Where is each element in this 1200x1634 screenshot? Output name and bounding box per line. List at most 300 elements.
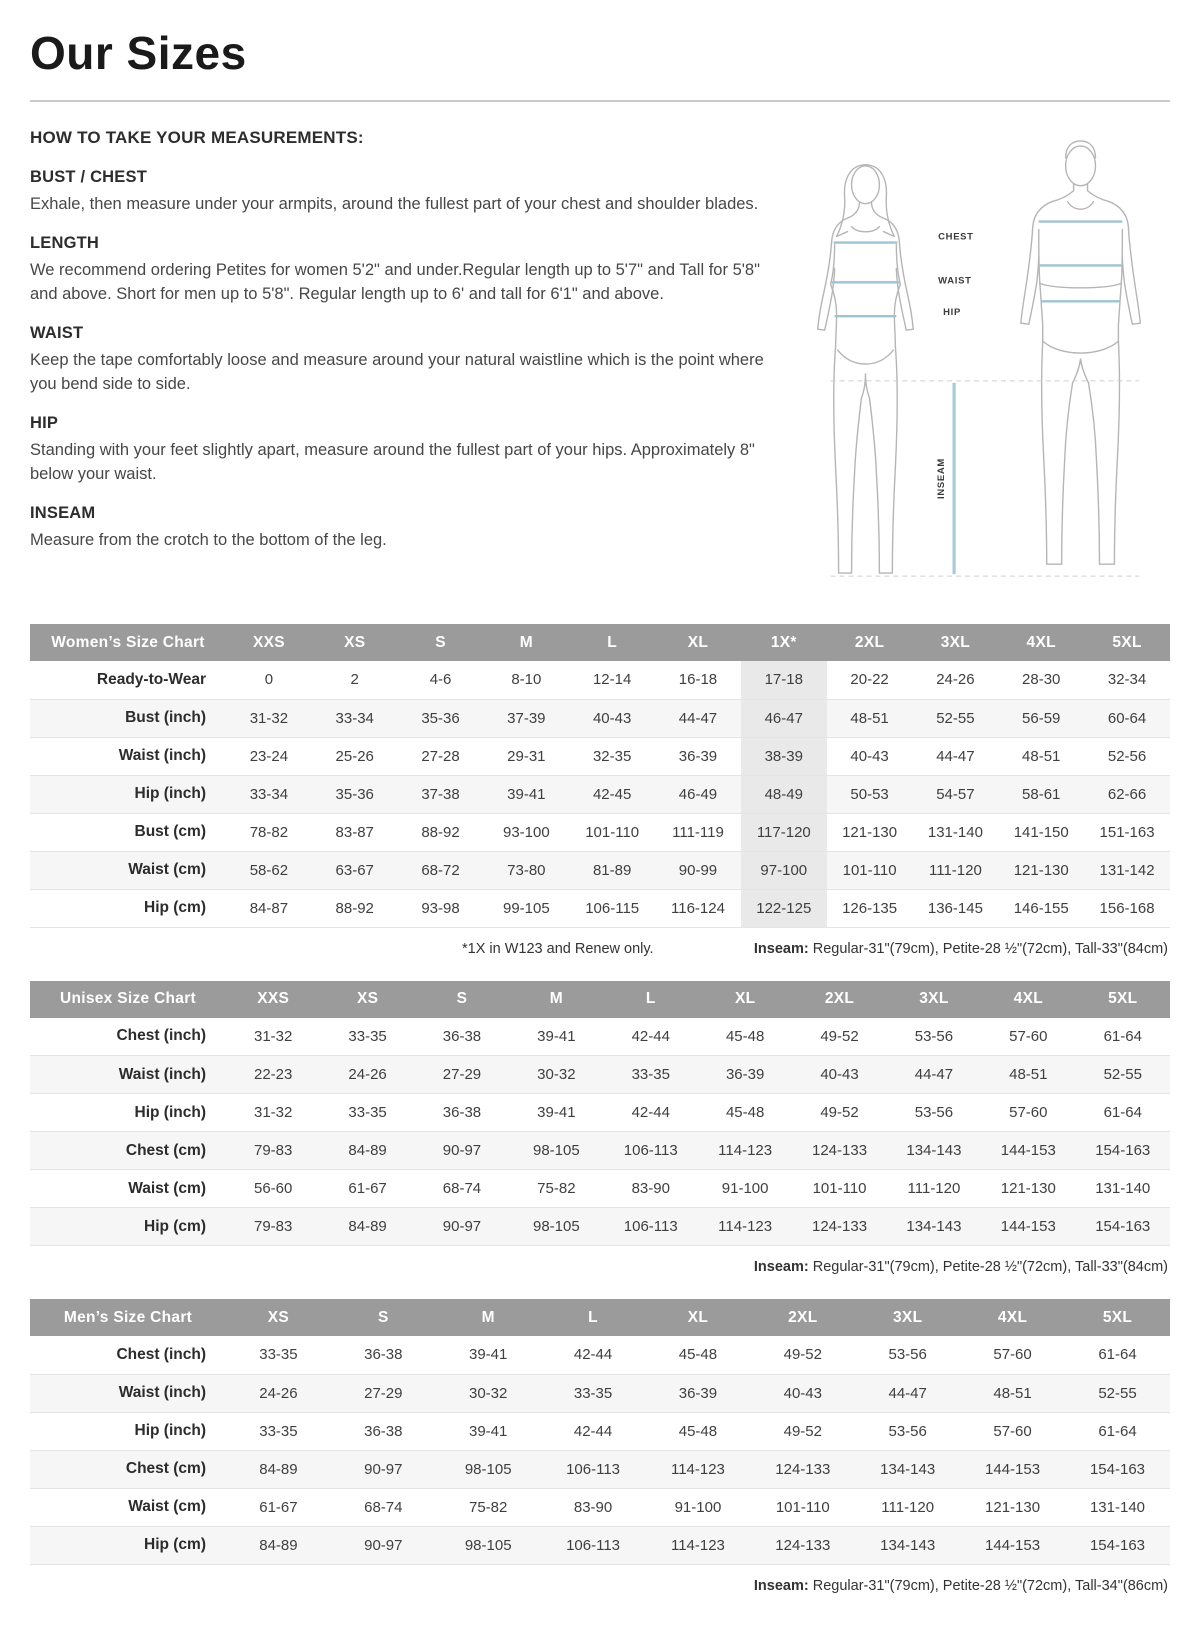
inseam-note-label: Inseam:: [753, 1577, 809, 1594]
column-header: XXS: [226, 624, 312, 661]
cell: 63-67: [312, 851, 398, 889]
cell: 83-87: [312, 813, 398, 851]
column-header: 4XL: [960, 1299, 1065, 1336]
table-row: [30, 737, 1170, 775]
cell: 154-163: [1076, 1208, 1170, 1246]
table-row: [30, 1132, 1170, 1170]
cell: 60-64: [1084, 699, 1170, 737]
cell: 36-39: [698, 1056, 792, 1094]
footnote-1x: *1X in W123 and Renew only.: [462, 940, 654, 957]
table-row: [30, 1094, 1170, 1132]
cell: 16-18: [655, 661, 741, 699]
cell: 131-140: [1076, 1170, 1170, 1208]
row-label: Chest (cm): [30, 1450, 226, 1488]
inseam-note-text: Regular-31"(79cm), Petite-28 ½"(72cm), Tall-33"(84cm): [808, 940, 1168, 957]
row-label: Hip (cm): [30, 1208, 226, 1246]
column-header: XS: [312, 624, 398, 661]
column-header: 4XL: [981, 981, 1075, 1018]
waist-label: WAIST: [938, 275, 972, 287]
mens-size-chart-title: Men’s Size Chart: [30, 1299, 226, 1336]
cell: 24-26: [226, 1374, 331, 1412]
cell: 98-105: [509, 1208, 603, 1246]
section-body: We recommend ordering Petites for women 5'2" and under.Regular length up to 5'7" and Tall for 5'8" and above. Short for men up to 5'8". Regular length up to 6' and tall for 6'1" and above.: [30, 261, 760, 303]
column-header: XXS: [226, 981, 320, 1018]
cell: 114-123: [646, 1450, 751, 1488]
section-title: HIP: [30, 414, 59, 433]
cell: 53-56: [887, 1018, 981, 1056]
womens-inseam-note: [754, 941, 1168, 957]
cell: 49-52: [750, 1412, 855, 1450]
cell: 42-44: [604, 1094, 698, 1132]
column-header: S: [415, 981, 509, 1018]
cell: 88-92: [312, 889, 398, 927]
section-waist: [30, 324, 778, 396]
cell: 106-113: [541, 1526, 646, 1564]
column-header: 4XL: [998, 624, 1084, 661]
section-title: INSEAM: [30, 503, 96, 522]
cell: 0: [226, 661, 312, 699]
cell: 57-60: [960, 1412, 1065, 1450]
row-label: Hip (cm): [30, 889, 226, 927]
cell: 53-56: [855, 1412, 960, 1450]
row-label: Chest (cm): [30, 1132, 226, 1170]
cell: 48-51: [827, 699, 913, 737]
column-header: 1X*: [741, 624, 827, 661]
cell: 46-47: [741, 699, 827, 737]
header-row: [30, 1299, 1170, 1336]
column-header: 2XL: [792, 981, 886, 1018]
section-bust-chest: [30, 168, 778, 216]
cell: 79-83: [226, 1132, 320, 1170]
unisex-size-chart-section: [30, 981, 1170, 1247]
cell: 49-52: [750, 1336, 855, 1374]
cell: 68-74: [415, 1170, 509, 1208]
cell: 33-34: [312, 699, 398, 737]
womens-notes: [32, 941, 1168, 957]
cell: 53-56: [887, 1094, 981, 1132]
cell: 32-35: [569, 737, 655, 775]
mens-notes: [32, 1578, 1168, 1594]
cell: 61-64: [1076, 1094, 1170, 1132]
column-header: XS: [226, 1299, 331, 1336]
column-header: S: [398, 624, 484, 661]
row-label: Waist (cm): [30, 1488, 226, 1526]
cell: 98-105: [436, 1450, 541, 1488]
cell: 124-133: [792, 1132, 886, 1170]
cell: 40-43: [792, 1056, 886, 1094]
cell: 101-110: [569, 813, 655, 851]
column-header: XL: [646, 1299, 751, 1336]
table-row: [30, 661, 1170, 699]
section-inseam: [30, 504, 778, 552]
table-row: [30, 813, 1170, 851]
cell: 45-48: [646, 1336, 751, 1374]
row-label: Waist (cm): [30, 1170, 226, 1208]
cell: 131-140: [913, 813, 999, 851]
chest-label: CHEST: [938, 231, 974, 243]
cell: 114-123: [698, 1208, 792, 1246]
cell: 75-82: [509, 1170, 603, 1208]
cell: 61-64: [1065, 1412, 1170, 1450]
header-row: [30, 981, 1170, 1018]
cell: 49-52: [792, 1094, 886, 1132]
cell: 33-35: [226, 1336, 331, 1374]
table-row: [30, 1208, 1170, 1246]
cell: 61-67: [226, 1488, 331, 1526]
cell: 106-113: [541, 1450, 646, 1488]
cell: 38-39: [741, 737, 827, 775]
cell: 48-51: [998, 737, 1084, 775]
column-header: L: [569, 624, 655, 661]
column-header: 3XL: [855, 1299, 960, 1336]
column-header: 3XL: [887, 981, 981, 1018]
cell: 45-48: [646, 1412, 751, 1450]
cell: 134-143: [887, 1132, 981, 1170]
cell: 81-89: [569, 851, 655, 889]
cell: 122-125: [741, 889, 827, 927]
cell: 134-143: [887, 1208, 981, 1246]
column-header: 5XL: [1065, 1299, 1170, 1336]
row-label: Waist (cm): [30, 851, 226, 889]
cell: 141-150: [998, 813, 1084, 851]
cell: 156-168: [1084, 889, 1170, 927]
cell: 50-53: [827, 775, 913, 813]
cell: 36-38: [331, 1336, 436, 1374]
cell: 131-140: [1065, 1488, 1170, 1526]
inseam-note-text: Regular-31"(79cm), Petite-28 ½"(72cm), Tall-33"(84cm): [808, 1259, 1168, 1275]
section-hip: [30, 414, 778, 486]
unisex-inseam-note: [754, 1259, 1168, 1275]
cell: 36-39: [655, 737, 741, 775]
cell: 56-60: [226, 1170, 320, 1208]
cell: 98-105: [436, 1526, 541, 1564]
cell: 39-41: [483, 775, 569, 813]
cell: 31-32: [226, 699, 312, 737]
mens-inseam-note: [754, 1578, 1168, 1594]
unisex-size-chart-table: [30, 981, 1170, 1247]
table-row: [30, 1018, 1170, 1056]
header-row: [30, 624, 1170, 661]
cell: 31-32: [226, 1018, 320, 1056]
cell: 126-135: [827, 889, 913, 927]
cell: 93-100: [483, 813, 569, 851]
cell: 39-41: [509, 1018, 603, 1056]
cell: 54-57: [913, 775, 999, 813]
size-charts: [30, 624, 1170, 1594]
cell: 78-82: [226, 813, 312, 851]
cell: 111-120: [887, 1170, 981, 1208]
cell: 56-59: [998, 699, 1084, 737]
female-figure: [818, 165, 914, 573]
column-header: L: [541, 1299, 646, 1336]
cell: 154-163: [1065, 1526, 1170, 1564]
cell: 29-31: [483, 737, 569, 775]
cell: 124-133: [792, 1208, 886, 1246]
cell: 124-133: [750, 1450, 855, 1488]
cell: 36-38: [331, 1412, 436, 1450]
cell: 93-98: [398, 889, 484, 927]
cell: 84-87: [226, 889, 312, 927]
measurement-diagram: [778, 128, 1170, 598]
table-row: [30, 1056, 1170, 1094]
cell: 116-124: [655, 889, 741, 927]
column-header: S: [331, 1299, 436, 1336]
table-row: [30, 699, 1170, 737]
column-header: XL: [655, 624, 741, 661]
cell: 62-66: [1084, 775, 1170, 813]
cell: 83-90: [604, 1170, 698, 1208]
cell: 91-100: [646, 1488, 751, 1526]
cell: 52-56: [1084, 737, 1170, 775]
womens-size-chart-table: [30, 624, 1170, 928]
measurement-instructions: [30, 128, 778, 598]
cell: 136-145: [913, 889, 999, 927]
cell: 31-32: [226, 1094, 320, 1132]
section-body: Standing with your feet slightly apart, measure around the fullest part of your hips. Approximately 8" below your waist.: [30, 441, 755, 483]
cell: 36-38: [415, 1018, 509, 1056]
table-row: [30, 1488, 1170, 1526]
cell: 101-110: [750, 1488, 855, 1526]
column-header: 5XL: [1084, 624, 1170, 661]
cell: 27-28: [398, 737, 484, 775]
cell: 45-48: [698, 1018, 792, 1056]
cell: 44-47: [855, 1374, 960, 1412]
cell: 48-51: [960, 1374, 1065, 1412]
column-header: M: [509, 981, 603, 1018]
cell: 146-155: [998, 889, 1084, 927]
section-title: WAIST: [30, 324, 84, 343]
section-body: Exhale, then measure under your armpits, around the fullest part of your chest and shoulder blades.: [30, 195, 759, 213]
unisex-size-chart-title: Unisex Size Chart: [30, 981, 226, 1018]
section-body: Keep the tape comfortably loose and measure around your natural waistline which is the point where you bend side to side.: [30, 351, 764, 393]
instructions-heading: HOW TO TAKE YOUR MEASUREMENTS:: [30, 128, 364, 147]
cell: 22-23: [226, 1056, 320, 1094]
cell: 44-47: [913, 737, 999, 775]
cell: 48-49: [741, 775, 827, 813]
table-row: [30, 1450, 1170, 1488]
row-label: Hip (inch): [30, 1094, 226, 1132]
column-header: 3XL: [913, 624, 999, 661]
cell: 134-143: [855, 1450, 960, 1488]
cell: 35-36: [312, 775, 398, 813]
cell: 39-41: [436, 1412, 541, 1450]
cell: 24-26: [913, 661, 999, 699]
cell: 37-38: [398, 775, 484, 813]
cell: 121-130: [998, 851, 1084, 889]
cell: 151-163: [1084, 813, 1170, 851]
inseam-note-label: Inseam:: [753, 940, 809, 957]
cell: 40-43: [750, 1374, 855, 1412]
cell: 42-44: [541, 1336, 646, 1374]
section-body: Measure from the crotch to the bottom of the leg.: [30, 530, 387, 549]
cell: 84-89: [226, 1450, 331, 1488]
row-label: Waist (inch): [30, 1374, 226, 1412]
cell: 57-60: [981, 1018, 1075, 1056]
cell: 61-64: [1065, 1336, 1170, 1374]
cell: 49-52: [792, 1018, 886, 1056]
cell: 90-99: [655, 851, 741, 889]
column-header: 2XL: [827, 624, 913, 661]
cell: 42-44: [604, 1018, 698, 1056]
cell: 12-14: [569, 661, 655, 699]
cell: 117-120: [741, 813, 827, 851]
cell: 36-39: [646, 1374, 751, 1412]
cell: 84-89: [320, 1208, 414, 1246]
row-label: Bust (cm): [30, 813, 226, 851]
column-header: 2XL: [750, 1299, 855, 1336]
table-row: [30, 1526, 1170, 1564]
cell: 111-120: [855, 1488, 960, 1526]
cell: 25-26: [312, 737, 398, 775]
cell: 114-123: [698, 1132, 792, 1170]
cell: 35-36: [398, 699, 484, 737]
inseam-note-text: Regular-31"(79cm), Petite-28 ½"(72cm), Tall-34"(86cm): [808, 1577, 1168, 1594]
page-title: Our Sizes: [30, 27, 247, 79]
cell: 144-153: [981, 1208, 1075, 1246]
table-row: [30, 1374, 1170, 1412]
inseam-note-label: Inseam:: [753, 1259, 809, 1275]
table-row: [30, 1170, 1170, 1208]
unisex-notes: [32, 1259, 1168, 1275]
cell: 106-113: [604, 1208, 698, 1246]
cell: 114-123: [646, 1526, 751, 1564]
section-title: LENGTH: [30, 234, 100, 253]
cell: 68-72: [398, 851, 484, 889]
cell: 57-60: [981, 1094, 1075, 1132]
row-label: Bust (inch): [30, 699, 226, 737]
cell: 8-10: [483, 661, 569, 699]
cell: 52-55: [1076, 1056, 1170, 1094]
cell: 61-64: [1076, 1018, 1170, 1056]
cell: 91-100: [698, 1170, 792, 1208]
row-label: Waist (inch): [30, 737, 226, 775]
cell: 84-89: [226, 1526, 331, 1564]
cell: 57-60: [960, 1336, 1065, 1374]
cell: 33-35: [320, 1094, 414, 1132]
cell: 79-83: [226, 1208, 320, 1246]
row-label: Chest (inch): [30, 1336, 226, 1374]
hip-label: HIP: [943, 307, 961, 319]
male-figure: [1021, 141, 1140, 564]
cell: 27-29: [331, 1374, 436, 1412]
cell: 111-119: [655, 813, 741, 851]
cell: 48-51: [981, 1056, 1075, 1094]
cell: 97-100: [741, 851, 827, 889]
cell: 58-62: [226, 851, 312, 889]
cell: 144-153: [960, 1450, 1065, 1488]
womens-size-chart-title: Women’s Size Chart: [30, 624, 226, 661]
cell: 52-55: [913, 699, 999, 737]
cell: 124-133: [750, 1526, 855, 1564]
inseam-label: INSEAM: [936, 458, 948, 499]
cell: 30-32: [436, 1374, 541, 1412]
cell: 90-97: [331, 1450, 436, 1488]
cell: 61-67: [320, 1170, 414, 1208]
column-header: XL: [698, 981, 792, 1018]
cell: 88-92: [398, 813, 484, 851]
column-header: L: [604, 981, 698, 1018]
cell: 106-115: [569, 889, 655, 927]
cell: 36-38: [415, 1094, 509, 1132]
cell: 32-34: [1084, 661, 1170, 699]
cell: 20-22: [827, 661, 913, 699]
table-row: [30, 1412, 1170, 1450]
cell: 75-82: [436, 1488, 541, 1526]
cell: 83-90: [541, 1488, 646, 1526]
cell: 37-39: [483, 699, 569, 737]
section-length: [30, 234, 778, 306]
table-row: [30, 851, 1170, 889]
cell: 24-26: [320, 1056, 414, 1094]
cell: 17-18: [741, 661, 827, 699]
cell: 33-35: [541, 1374, 646, 1412]
row-label: Waist (inch): [30, 1056, 226, 1094]
table-row: [30, 1336, 1170, 1374]
cell: 134-143: [855, 1526, 960, 1564]
cell: 90-97: [331, 1526, 436, 1564]
cell: 44-47: [887, 1056, 981, 1094]
cell: 144-153: [960, 1526, 1065, 1564]
column-header: M: [436, 1299, 541, 1336]
cell: 99-105: [483, 889, 569, 927]
cell: 58-61: [998, 775, 1084, 813]
cell: 121-130: [827, 813, 913, 851]
cell: 2: [312, 661, 398, 699]
column-header: 5XL: [1076, 981, 1170, 1018]
cell: 33-35: [226, 1412, 331, 1450]
cell: 27-29: [415, 1056, 509, 1094]
cell: 28-30: [998, 661, 1084, 699]
cell: 101-110: [792, 1170, 886, 1208]
cell: 154-163: [1065, 1450, 1170, 1488]
mens-size-chart-section: [30, 1299, 1170, 1565]
section-title: BUST / CHEST: [30, 168, 147, 186]
womens-size-chart-section: [30, 624, 1170, 928]
table-row: [30, 889, 1170, 927]
column-header: XS: [320, 981, 414, 1018]
cell: 90-97: [415, 1132, 509, 1170]
cell: 131-142: [1084, 851, 1170, 889]
cell: 42-45: [569, 775, 655, 813]
cell: 42-44: [541, 1412, 646, 1450]
cell: 39-41: [509, 1094, 603, 1132]
cell: 39-41: [436, 1336, 541, 1374]
cell: 44-47: [655, 699, 741, 737]
measurements-section: [30, 128, 1170, 598]
cell: 98-105: [509, 1132, 603, 1170]
cell: 33-35: [320, 1018, 414, 1056]
cell: 121-130: [981, 1170, 1075, 1208]
cell: 144-153: [981, 1132, 1075, 1170]
cell: 73-80: [483, 851, 569, 889]
cell: 45-48: [698, 1094, 792, 1132]
row-label: Hip (inch): [30, 775, 226, 813]
divider: [30, 100, 1170, 102]
row-label: Ready-to-Wear: [30, 661, 226, 699]
cell: 46-49: [655, 775, 741, 813]
cell: 23-24: [226, 737, 312, 775]
cell: 154-163: [1076, 1132, 1170, 1170]
cell: 68-74: [331, 1488, 436, 1526]
row-label: Hip (inch): [30, 1412, 226, 1450]
cell: 4-6: [398, 661, 484, 699]
cell: 33-34: [226, 775, 312, 813]
row-label: Chest (inch): [30, 1018, 226, 1056]
cell: 101-110: [827, 851, 913, 889]
cell: 90-97: [415, 1208, 509, 1246]
measurement-figures-illustration: [786, 130, 1170, 598]
cell: 40-43: [569, 699, 655, 737]
